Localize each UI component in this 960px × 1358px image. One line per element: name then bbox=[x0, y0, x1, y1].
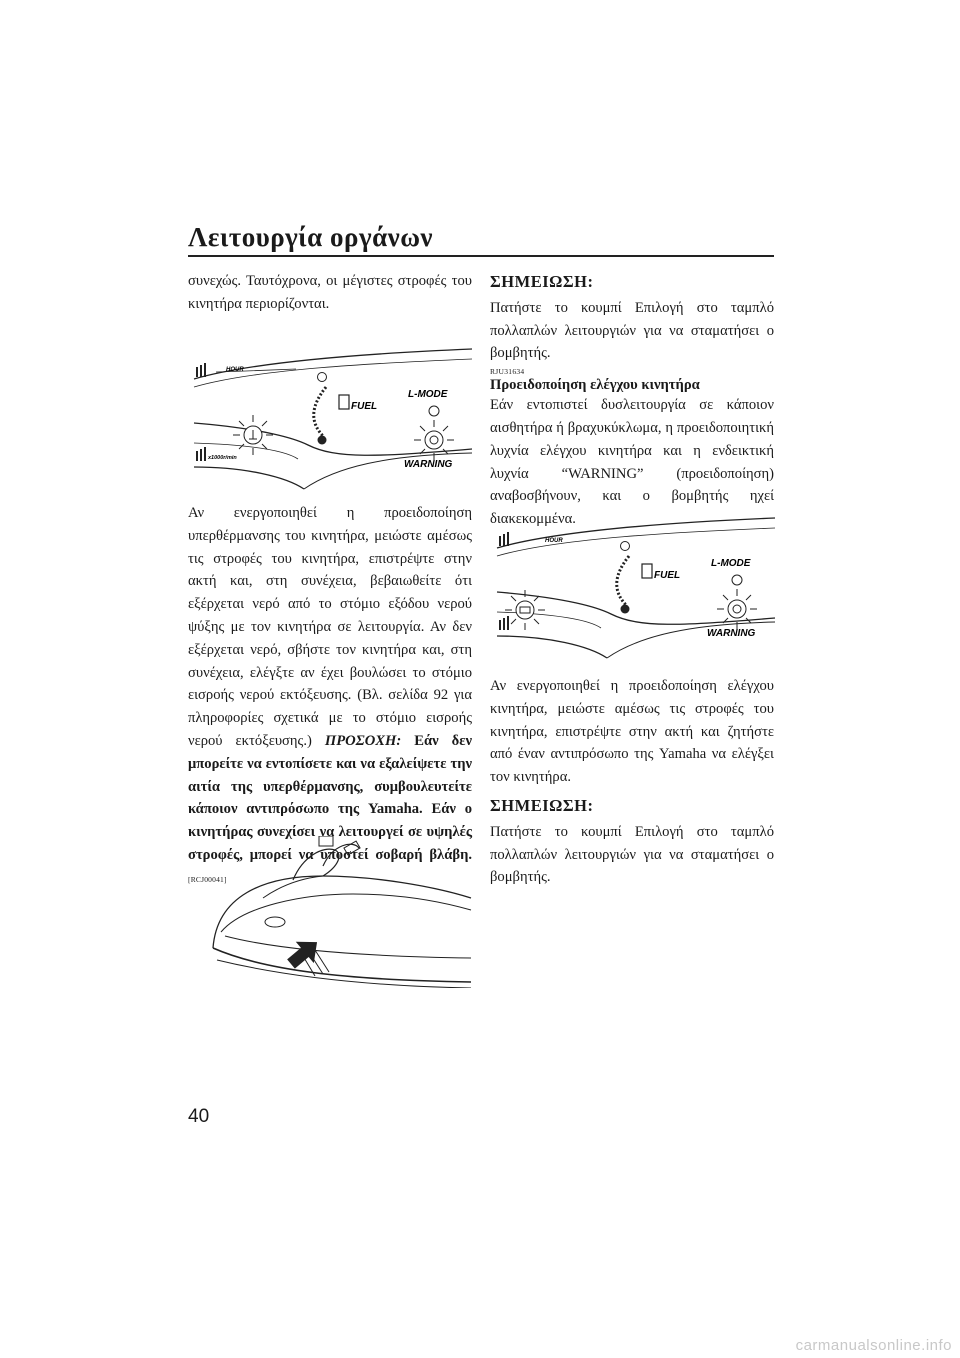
fig1-warning-lamp-icon bbox=[414, 420, 454, 460]
page-title: Λειτουργία οργάνων bbox=[188, 222, 433, 252]
fig2-fuel-label: FUEL bbox=[654, 570, 681, 581]
section-heading: Προειδοποίηση ελέγχου κινητήρα bbox=[490, 377, 700, 394]
note2-text: Πατήστε το κουμπί Επιλογή στο ταμπλό πολλαπλών λειτουργιών για να σταματήσει ο βομβητής. bbox=[490, 823, 774, 886]
fig1-fuel-label: FUEL bbox=[351, 401, 378, 412]
page-number: 40 bbox=[188, 1106, 210, 1127]
section-code: RJU31634 bbox=[490, 367, 525, 377]
left-intro-text: συνεχώς. Ταυτόχρονα, οι μέγιστες στροφές του κινητήρα περιορίζονται. bbox=[188, 273, 472, 312]
section-text: Εάν εντοπιστεί δυσλειτουργία σε κάποιον αισθητήρα ή βραχυκύκλωμα, η προειδοποιητική λυχνία ελέγχου κινητήρα και η ενδεικτική λυχνία “WARNING” (προειδοποίηση) αναβοσβήνουν, και ο βομβητής ηχεί διακεκομμένα. bbox=[490, 397, 774, 528]
after-figure-text: Αν ενεργοποιηθεί η προειδοποίηση ελέγχου κινητήρα, μειώστε αμέσως τις στροφές του κινητήρα, επιστρέψτε στην ακτή και ζητήστε από έναν αντιπρόσωπο της Yamaha να ελέγξει τον κινητήρα. bbox=[490, 678, 774, 786]
figure-engine-check-panel bbox=[489, 496, 777, 666]
figure-watercraft bbox=[203, 836, 475, 988]
right-bottom bbox=[490, 675, 774, 889]
fig1-hour-label: HOUR bbox=[226, 367, 244, 373]
title-rule bbox=[188, 255, 774, 257]
watermark: carmanualsonline.info bbox=[795, 1337, 952, 1354]
fig2-engine-check-icon bbox=[505, 590, 545, 630]
note1-text: Πατήστε το κουμπί Επιλογή στο ταμπλό πολλαπλών λειτουργιών για να σταματήσει ο βομβητής. bbox=[490, 299, 774, 362]
left-body bbox=[188, 502, 472, 892]
caution-text: Εάν δεν μπορείτε να εντοπίσετε και να εξαλείψετε την αιτία της υπερθέρμανσης, συμβουλευτείτε κάποιον αντιπρόσωπο της Yamaha. Εάν ο κινητήρας συνεχίσει να λειτουργεί σε υψηλές στροφές, μπορεί να υποστεί σοβαρή βλάβη. bbox=[188, 732, 472, 863]
fig1-overheat-icon bbox=[233, 415, 273, 455]
note1-heading: ΣΗΜΕΙΩΣΗ: bbox=[490, 272, 594, 291]
fig2-warning-label: WARNING bbox=[707, 628, 756, 639]
caution-label: ΠΡΟΣΟΧΗ: bbox=[324, 732, 402, 749]
note2-heading: ΣΗΜΕΙΩΣΗ: bbox=[490, 795, 594, 815]
right-top bbox=[490, 271, 774, 531]
fig1-rpm-label: x1000r/min bbox=[208, 455, 237, 461]
figure-overheat-panel bbox=[186, 327, 474, 497]
fig2-hour-label: HOUR bbox=[545, 538, 563, 544]
fig1-lmode-label: L-MODE bbox=[408, 389, 448, 400]
fig2-warning-lamp-icon bbox=[717, 589, 757, 629]
left-intro bbox=[188, 270, 472, 316]
fig2-lmode-label: L-MODE bbox=[711, 558, 751, 569]
caution-code: [RCJ00041] bbox=[188, 874, 227, 884]
left-body-text: Αν ενεργοποιηθεί η προειδοποίηση υπερθέρμανσης του κινητήρα, μειώστε αμέσως τις στροφές του κινητήρα, επιστρέψτε στην ακτή και, στη συνέχεια, βεβαιωθείτε ότι εξέρχεται νερό από το στόμιο εξόδου νερού ψύξης με τον κινητήρα σε λειτουργία. Αν δεν εξέρχεται νερό, σβήστε τον κινητήρα και, στη συνέχεια, ελέγξτε αν έχει βουλώσει το στόμιο εισροής νερού εκτόξευσης. (Βλ. σελίδα 92 για πληροφορίες σχετικά με το στόμιο εισροής νερού εκτόξευσης.) bbox=[188, 505, 472, 749]
fig1-warning-label: WARNING bbox=[404, 459, 453, 470]
